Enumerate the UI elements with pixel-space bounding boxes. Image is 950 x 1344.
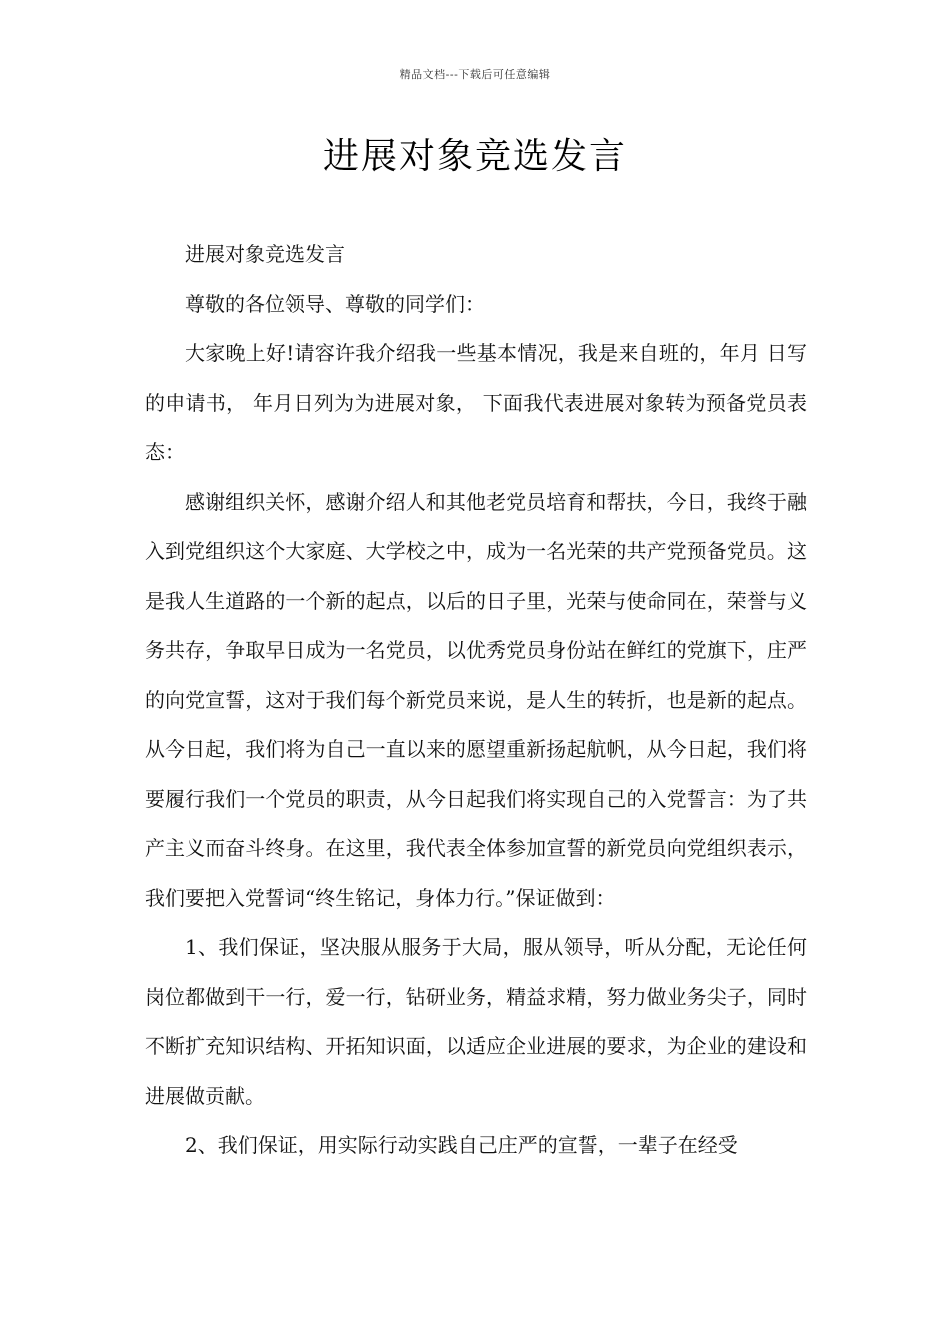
document-body	[145, 230, 807, 1171]
paragraph-pledge-2: 2、我们保证，用实际行动实践自己庄严的宣誓，一辈子在经受	[185, 1133, 738, 1157]
paragraph-introduction: 大家晚上好!请容许我介绍我一些基本情况，我是来自班的，年月 日写的申请书， 年月日列为为进展对象， 下面我代表进展对象转为预备党员表态：	[145, 341, 807, 464]
paragraph-salutation: 尊敬的各位领导、尊敬的同学们：	[185, 291, 485, 316]
paragraph-subtitle: 进展对象竞选发言	[185, 242, 345, 266]
header-note: 精品文档---下载后可任意编辑	[399, 68, 551, 81]
document-title: 进展对象竞选发言	[322, 136, 627, 177]
paragraph-pledge-1: 1、我们保证，坚决服从服务于大局，服从领导，听从分配，无论任何岗位都做到干一行，爱一行，钻研业务，精益求精，努力做业务尖子，同时不断扩充知识结构、开拓知识面，以适应企业进展的要求，为企业的建设和进展做贡献。	[145, 935, 807, 1108]
paragraph-gratitude: 感谢组织关怀，感谢介绍人和其他老党员培育和帮扶，今日，我终于融入到党组织这个大家庭、大学校之中，成为一名光荣的共产党预备党员。这是我人生道路的一个新的起点，以后的日子里，光荣与使命同在，荣誉与义务共存，争取早日成为一名党员，以优秀党员身份站在鲜红的党旗下，庄严的向党宣誓，这对于我们每个新党员来说，是人生的转折，也是新的起点。从今日起，我们将为自己一直以来的愿望重新扬起航帆，从今日起，我们将要履行我们一个党员的职责，从今日起我们将实现自己的入党誓言：为了共产主义而奋斗终身。在这里，我代表全体参加宣誓的新党员向党组织表示，我们要把入党誓词“终生铭记，身体力行。”保证做到：	[145, 489, 807, 910]
